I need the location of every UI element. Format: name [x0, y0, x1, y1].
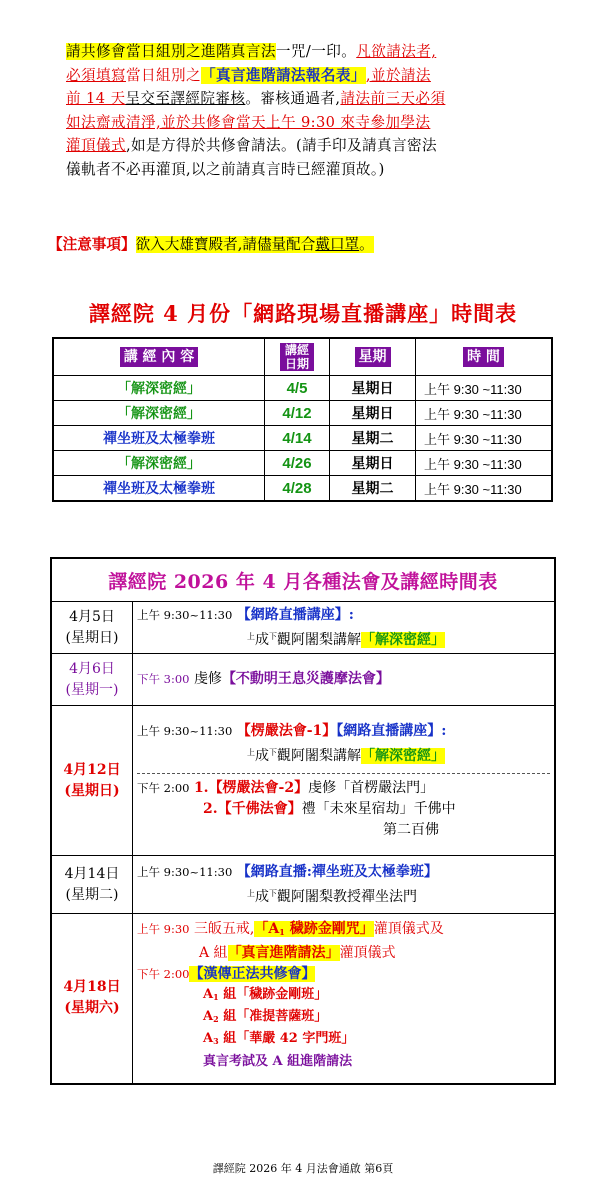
schedule-weekday: (星期二) — [65, 886, 119, 903]
schedule-date-cell — [51, 602, 133, 654]
event-time: 下午 2:00 — [137, 967, 190, 982]
event-name: 【楞嚴法會-1】 — [236, 722, 337, 739]
row-time: 上午 9:30 ~11:30 — [416, 476, 553, 502]
row-content: 「解深密經」 — [53, 451, 265, 476]
schedule-date-cell — [51, 706, 133, 856]
live-schedule-table — [52, 337, 553, 502]
schedule-content-cell: 上午 9:30~11:30 【網路直播:禪坐班及太極拳班】 $^上$成$^下$觀阿闍梨教授禪坐法門 — [133, 856, 556, 914]
schedule-content-cell: 上午 9:30~11:30 【網路直播講座】: $^上$成$^下$觀阿闍梨講解「解深密經」 — [133, 602, 556, 654]
event-name: 【網路直播:禪坐班及太極拳班】 — [236, 863, 438, 880]
table-row — [53, 476, 552, 502]
event-name: 【千佛法會】 — [217, 800, 302, 817]
intro-red-text: 如法齋戒清淨,並於共修會當天上午 9:30 來寺參加學法 — [66, 113, 431, 131]
intro-red-text: 請法前三天必須 — [340, 90, 446, 107]
row-date: 4/5 — [265, 376, 330, 401]
row-weekday: 星期日 — [330, 401, 416, 426]
notice-label: 【注意事項】 — [48, 236, 136, 253]
row-content: 禪坐班及太極拳班 — [53, 476, 265, 502]
event-name: 「真言進階請法」 — [227, 945, 340, 962]
registration-form-name: 「真言進階請法報名表」 — [200, 66, 366, 84]
deadline-text: 前 14 天 — [66, 90, 126, 107]
schedule-row — [51, 602, 555, 654]
event-name: 「$A_1$ 穢跡金剛咒」 — [254, 921, 374, 938]
schedule-weekday: (星期日) — [64, 782, 120, 799]
schedule-content-cell: 上午 9:30 三皈五戒,「$A_1$ 穢跡金剛咒」灌頂儀式及 A 組「真言進階請法」灌頂儀式 下午 2:00【漢傳正法共修會】 $A_1$ 組「穢跡金剛班」 $A_2$ 組「准提菩薩班」 $A_3$ 組「華嚴 42 字門班」 真言考試及 A 組進階請法 — [133, 914, 556, 1084]
exam-note: 真言考試及 A 組進階請法 — [203, 1054, 353, 1070]
schedule-weekday: (星期六) — [64, 1000, 120, 1017]
page-footer: 譯經院 2026 年 4 月法會通啟 第6頁 — [212, 1162, 394, 1175]
header-time: 時 間 — [416, 338, 553, 376]
event-prefix: 虔修 — [193, 671, 222, 687]
schedule-date: 4月12日 — [63, 761, 121, 778]
intro-line-6 — [66, 158, 576, 182]
row-content: 禪坐班及太極拳班 — [53, 426, 265, 451]
row-time: 上午 9:30 ~11:30 — [416, 401, 553, 426]
intro-highlight: 請共修會當日組別之進階真言法 — [66, 43, 276, 60]
intro-red-text: ,並於請法 — [365, 66, 431, 84]
row-date: 4/12 — [265, 401, 330, 426]
schedule-date-cell — [51, 654, 133, 706]
event-name: 【網路直播講座】: — [236, 606, 354, 623]
notice-text-c: 。 — [359, 236, 374, 253]
row-date: 4/28 — [265, 476, 330, 502]
event-name: 【楞嚴法會-2】 — [208, 779, 309, 796]
event-time: 上午 9:30~11:30 — [137, 607, 233, 622]
table-row — [53, 451, 552, 476]
schedule-title: 譯經院 2026 年 4 月各種法會及講經時間表 — [51, 558, 555, 602]
row-weekday: 星期日 — [330, 376, 416, 401]
intro-line-2 — [66, 64, 576, 88]
intro-line-5 — [66, 134, 576, 158]
row-weekday: 星期二 — [330, 426, 416, 451]
notice-text-a: 欲入大雄寶殿者,請儘量配合 — [135, 236, 316, 253]
monthly-schedule-table — [50, 557, 556, 1085]
notice — [48, 233, 374, 254]
schedule-content-cell — [133, 654, 556, 706]
event-name: 【不動明王息災護摩法會】 — [221, 671, 390, 687]
intro-red-text: 當日組別之 — [125, 66, 201, 84]
schedule-content-cell: 上午 9:30~11:30 【楞嚴法會-1】【網路直播講座】: $^上$成$^下$觀阿闍梨講解「解深密經」 下午 2:00 1.【楞嚴法會-2】虔修「首楞嚴法門」 2.【千佛法會】禮「未來星宿劫」千佛中 第二百佛 — [133, 706, 556, 856]
header-date: 講經日期 — [265, 338, 330, 376]
schedule-row — [51, 706, 555, 856]
table-header-row — [53, 338, 552, 376]
schedule-date: 4月5日 — [69, 608, 115, 625]
event-time: 下午 3:00 — [137, 672, 190, 686]
row-date: 4/14 — [265, 426, 330, 451]
live-table-title: 譯經院 4 月份「網路現場直播講座」時間表 — [88, 301, 518, 326]
group-item: $A_3$ 組「華嚴 42 字門班」 — [203, 1031, 355, 1047]
header-weekday: 星期 — [330, 338, 416, 376]
intro-paragraph — [66, 40, 576, 181]
event-name: 【漢傳正法共修會】 — [189, 966, 316, 983]
schedule-weekday: (星期日) — [65, 629, 119, 646]
schedule-weekday: (星期一) — [65, 681, 119, 698]
event-time: 下午 2:00 — [137, 780, 190, 795]
row-time: 上午 9:30 ~11:30 — [416, 376, 553, 401]
event-time: 上午 9:30~11:30 — [137, 864, 233, 879]
topic: 「解深密經」 — [361, 631, 445, 648]
notice-text — [136, 236, 374, 253]
intro-line-3 — [66, 87, 576, 111]
row-date: 4/26 — [265, 451, 330, 476]
schedule-row — [51, 856, 555, 914]
intro-text: 。審核通過者, — [245, 90, 341, 107]
intro-red-text: 凡欲請法者, — [356, 43, 437, 60]
intro-line-4 — [66, 111, 576, 135]
notice-mask-text: 戴口罩 — [315, 236, 360, 253]
intro-red-text: 必須填寫 — [66, 66, 126, 84]
row-time: 上午 9:30 ~11:30 — [416, 451, 553, 476]
schedule-row — [51, 654, 555, 706]
table-row — [53, 426, 552, 451]
event-time: 上午 9:30~11:30 — [137, 723, 233, 738]
intro-line-1 — [66, 40, 576, 64]
intro-text: 一咒/一印。 — [275, 43, 357, 60]
row-time: 上午 9:30 ~11:30 — [416, 426, 553, 451]
speaker: 觀阿闍梨講解 — [277, 747, 361, 764]
event-name: 【網路直播講座】: — [336, 722, 447, 739]
group-item: $A_1$ 組「穢跡金剛班」 — [203, 987, 328, 1003]
row-content: 「解深密經」 — [53, 401, 265, 426]
schedule-row — [51, 914, 555, 1084]
schedule-date: 4月14日 — [64, 865, 120, 882]
intro-text: 呈交至譯經院審核 — [125, 90, 246, 107]
row-weekday: 星期日 — [330, 451, 416, 476]
table-row — [53, 376, 552, 401]
schedule-date: 4月18日 — [63, 979, 121, 996]
event-time: 上午 9:30 — [137, 922, 190, 937]
intro-text: 儀軌者不必再灌頂,以之前請真言時已經灌頂故。) — [66, 160, 385, 178]
speaker: 觀阿闍梨講解 — [277, 631, 361, 648]
group-item: $A_2$ 組「准提菩薩班」 — [203, 1009, 328, 1025]
schedule-date-cell — [51, 914, 133, 1084]
intro-text: ,如是方得於共修會請法。(請手印及請真言密法 — [125, 137, 437, 154]
intro-red-text: 灌頂儀式 — [66, 137, 126, 154]
schedule-date: 4月6日 — [69, 660, 115, 677]
topic: 「解深密經」 — [361, 747, 445, 764]
header-content: 講 經 內 容 — [53, 338, 265, 376]
row-content: 「解深密經」 — [53, 376, 265, 401]
schedule-title-row — [51, 558, 555, 602]
schedule-date-cell — [51, 856, 133, 914]
row-weekday: 星期二 — [330, 476, 416, 502]
divider — [137, 773, 550, 774]
table-row — [53, 401, 552, 426]
speaker: 觀阿闍梨教授禪坐法門 — [277, 888, 417, 905]
